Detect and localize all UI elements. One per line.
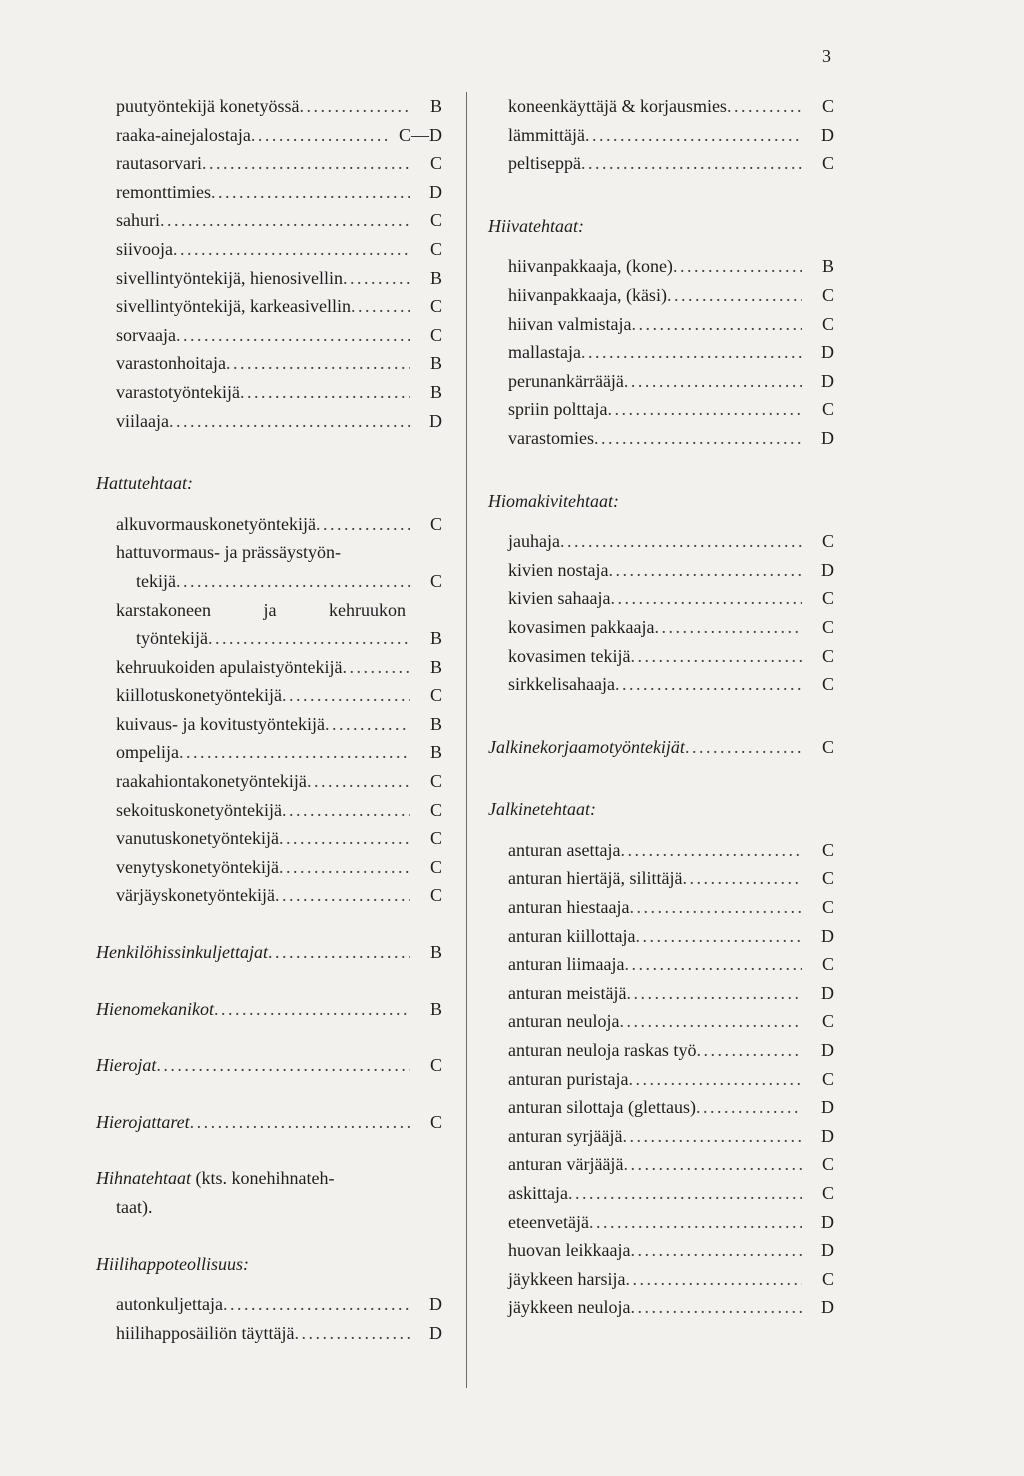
list-item: siivooja . . . C: [96, 235, 442, 264]
list-item: värjäyskonetyöntekijä . . . C: [96, 881, 442, 910]
list-item: rautasorvari . . . C: [96, 149, 442, 178]
list-item: anturan neuloja . . . C: [488, 1007, 834, 1036]
section-heading-jalkinetehtaat: Jalkinetehtaat:: [488, 799, 596, 820]
list-item: mallastaja . . . D: [488, 338, 834, 367]
list-item: ompelija . . . B: [96, 738, 442, 767]
section-heading-hiilihappoteollisuus: Hiilihappoteollisuus:: [96, 1253, 249, 1274]
column-divider: [466, 92, 467, 1388]
list-item: anturan hiestaaja . . . C: [488, 893, 834, 922]
list-item: autonkuljettaja . . . D: [96, 1290, 442, 1319]
list-item: sivellintyöntekijä, karkeasivellin . . . C: [96, 292, 442, 321]
list-item-line: hattuvormaus- ja prässäystyön-: [116, 542, 341, 563]
list-item: kivien nostaja . . . D: [488, 556, 834, 585]
list-item: anturan hiertäjä, silittäjä . . . C: [488, 864, 834, 893]
list-item: huovan leikkaaja . . . D: [488, 1236, 834, 1265]
list-item: askittaja . . . C: [488, 1179, 834, 1208]
list-item: varastomies . . . D: [488, 424, 834, 453]
list-item: vanutuskonetyöntekijä . . . C: [96, 824, 442, 853]
list-item: remonttimies . . . D: [96, 178, 442, 207]
list-item: varastotyöntekijä . . . B: [96, 378, 442, 407]
list-item: jauhaja . . . C: [488, 527, 834, 556]
list-item: jäykkeen neuloja . . . D: [488, 1293, 834, 1322]
list-item: jäykkeen harsija . . . C: [488, 1265, 834, 1294]
list-item: tekijä . . . C: [96, 567, 442, 596]
list-item-line: karstakoneen ja kehruukon: [116, 599, 406, 620]
list-item: kovasimen pakkaaja . . . C: [488, 613, 834, 642]
list-item: anturan asettaja . . . C: [488, 836, 834, 865]
list-item: peltiseppä . . . C: [488, 149, 834, 178]
list-item: hiilihapposäiliön täyttäjä . . . D: [96, 1319, 442, 1348]
entry-hienomekanikot: Hienomekanikot . . . B: [96, 995, 442, 1024]
list-item: anturan silottaja (glettaus) . . . D: [488, 1093, 834, 1122]
list-item: hiivanpakkaaja, (käsi) . . . C: [488, 281, 834, 310]
entry-hierojat: Hierojat . . . C: [96, 1051, 442, 1080]
list-item: varastonhoitaja . . . B: [96, 349, 442, 378]
entry-jalkinekorjaamotyontekijat: Jalkinekorjaamotyöntekijät . . . C: [488, 733, 834, 762]
list-item: kivien sahaaja . . . C: [488, 584, 834, 613]
left-continued-list: [96, 92, 442, 435]
list-item: koneenkäyttäjä & korjausmies . . . C: [488, 92, 834, 121]
list-item: kehruukoiden apulaistyöntekijä . . . B: [96, 653, 442, 682]
list-item: anturan neuloja raskas työ . . . D: [488, 1036, 834, 1065]
list-item: kovasimen tekijä . . . C: [488, 642, 834, 671]
list-item: perunankärrääjä . . . D: [488, 367, 834, 396]
list-item: lämmittäjä . . . D: [488, 121, 834, 150]
list-item: anturan puristaja . . . C: [488, 1065, 834, 1094]
list-item: kiillotuskonetyöntekijä . . . C: [96, 681, 442, 710]
list-item: viilaaja . . . D: [96, 407, 442, 436]
list-item: raakahiontakonetyöntekijä . . . C: [96, 767, 442, 796]
list-item: alkuvormauskonetyöntekijä . . . C: [96, 510, 442, 539]
list-item: hiivan valmistaja . . . C: [488, 310, 834, 339]
entry-hierojattaret: Hierojattaret . . . C: [96, 1108, 442, 1137]
left-column: [96, 92, 442, 1347]
section-heading-hiomakivitehtaat: Hiomakivitehtaat:: [488, 490, 619, 511]
list-item: eteenvetäjä . . . D: [488, 1208, 834, 1237]
list-item: anturan syrjääjä . . . D: [488, 1122, 834, 1151]
list-item: raaka-ainejalostaja . . . C—D: [96, 121, 442, 150]
section-heading-hiivatehtaat: Hiivatehtaat:: [488, 215, 584, 236]
list-item: sahuri . . . C: [96, 206, 442, 235]
right-column: [488, 92, 834, 1322]
list-item: sorvaaja . . . C: [96, 321, 442, 350]
list-item: työntekijä . . . B: [96, 624, 442, 653]
section-heading-hattutehtaat: Hattutehtaat:: [96, 473, 193, 494]
list-item: kuivaus- ja kovitustyöntekijä . . . B: [96, 710, 442, 739]
list-item: anturan kiillottaja . . . D: [488, 922, 834, 951]
list-item: sirkkelisahaaja . . . C: [488, 670, 834, 699]
list-item: anturan liimaaja . . . C: [488, 950, 834, 979]
list-item: spriin polttaja . . . C: [488, 395, 834, 424]
list-item: anturan värjääjä . . . C: [488, 1150, 834, 1179]
entry-henkilohissinkuljettajat: Henkilöhissinkuljettajat . . . B: [96, 938, 442, 967]
list-item: sivellintyöntekijä, hienosivellin . . . B: [96, 264, 442, 293]
list-item: venytyskonetyöntekijä . . . C: [96, 853, 442, 882]
list-item: puutyöntekijä konetyössä . . . B: [96, 92, 442, 121]
entry-hihnatehtaat: Hihnatehtaat (kts. konehihnateh-: [96, 1168, 335, 1189]
list-item: sekoituskonetyöntekijä . . . C: [96, 796, 442, 825]
entry-hihnatehtaat-cont: taat).: [116, 1197, 153, 1217]
list-item: hiivanpakkaaja, (kone) . . . B: [488, 252, 834, 281]
page-number: 3: [822, 46, 831, 66]
list-item: anturan meistäjä . . . D: [488, 979, 834, 1008]
